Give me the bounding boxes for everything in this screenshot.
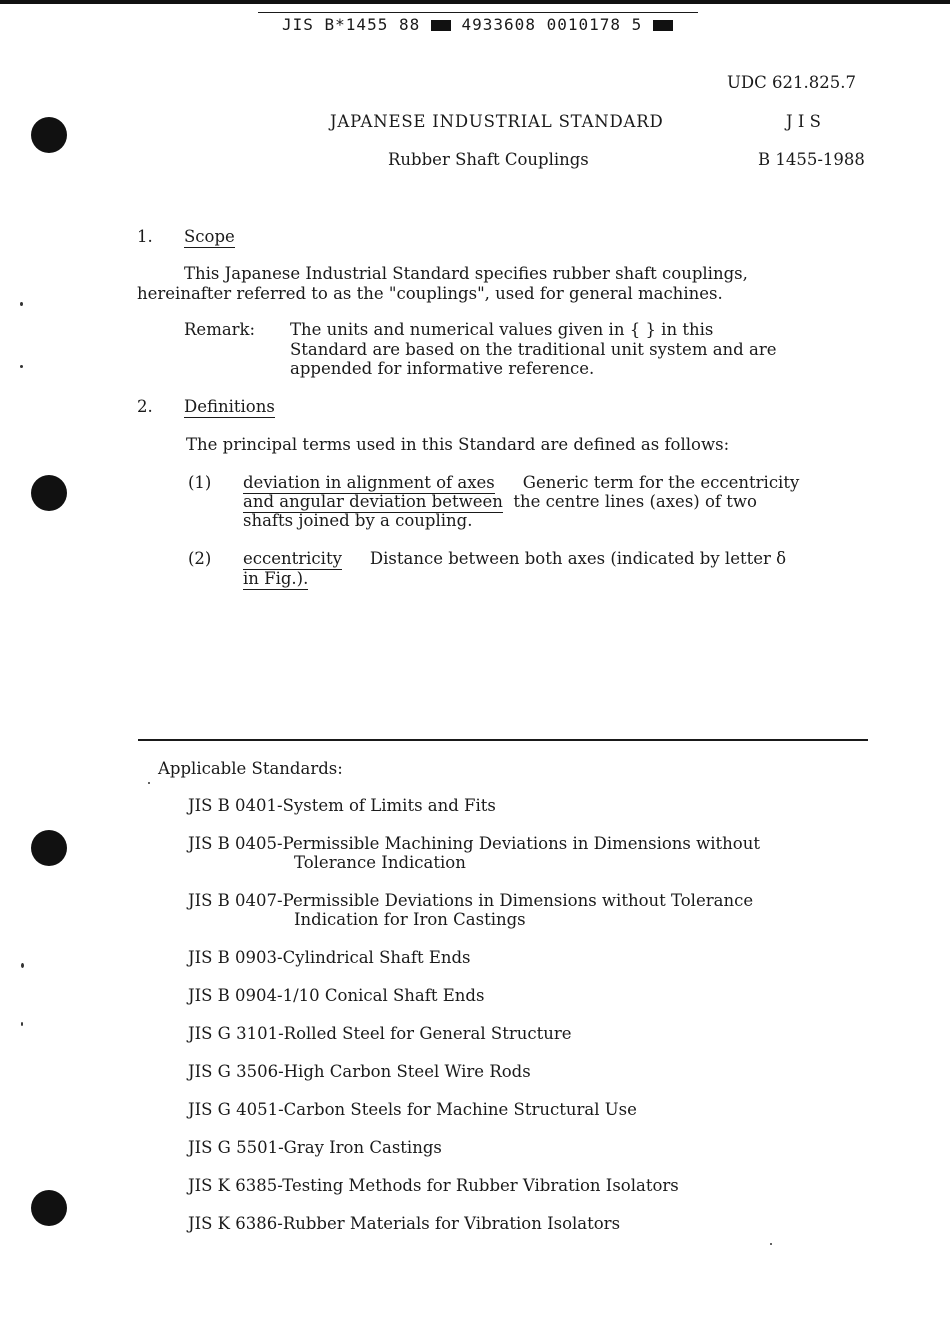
applicable-heading: Applicable Standards: bbox=[158, 759, 343, 778]
scope-line-2: hereinafter referred to as the "couplings", used for general machines. bbox=[137, 284, 723, 303]
applicable-item-5: JIS B 0904-1/10 Conical Shaft Ends bbox=[188, 986, 485, 1005]
scan-speck bbox=[21, 1022, 23, 1026]
definition-1-line-1 bbox=[243, 473, 799, 492]
footnote-divider bbox=[138, 739, 868, 741]
org-title: JAPANESE INDUSTRIAL STANDARD bbox=[330, 112, 664, 131]
definition-2-line-1 bbox=[243, 549, 786, 568]
remark-line-2: Standard are based on the traditional unit system and are bbox=[290, 339, 777, 359]
header-stamp-rule bbox=[258, 12, 698, 13]
scope-line-1: This Japanese Industrial Standard specifies rubber shaft couplings, bbox=[184, 264, 748, 283]
scan-speck bbox=[20, 365, 23, 368]
header-stamp-part2: 4933608 0010178 5 bbox=[461, 15, 643, 34]
scan-speck bbox=[21, 963, 24, 968]
applicable-item-6: JIS G 3101-Rolled Steel for General Structure bbox=[188, 1024, 572, 1043]
applicable-item-9: JIS G 5501-Gray Iron Castings bbox=[188, 1138, 442, 1157]
applicable-item-7: JIS G 3506-High Carbon Steel Wire Rods bbox=[188, 1062, 531, 1081]
remark-line-3: appended for informative reference. bbox=[290, 359, 595, 378]
applicable-item-3-cont: Indication for Iron Castings bbox=[294, 910, 526, 929]
header-stamp-part1: JIS B*1455 88 bbox=[282, 15, 421, 34]
definition-1-line-2 bbox=[243, 492, 757, 511]
definition-1-text-part2: the centre lines (axes) of two bbox=[513, 492, 757, 511]
applicable-item-2: JIS B 0405-Permissible Machining Deviations in Dimensions without bbox=[188, 834, 760, 853]
std-number: B 1455-1988 bbox=[758, 150, 865, 169]
definition-1-number: (1) bbox=[188, 473, 212, 492]
top-border-line bbox=[0, 0, 950, 4]
section-2-heading-text: Definitions bbox=[184, 397, 275, 416]
definition-2-text: Distance between both axes (indicated by letter δ bbox=[369, 549, 787, 568]
binder-hole-4 bbox=[31, 1190, 67, 1226]
applicable-item-10: JIS K 6385-Testing Methods for Rubber Vibration Isolators bbox=[188, 1176, 679, 1195]
section-1-heading-text: Scope bbox=[184, 227, 235, 246]
definition-2-number: (2) bbox=[188, 549, 212, 568]
applicable-item-8: JIS G 4051-Carbon Steels for Machine Structural Use bbox=[188, 1100, 637, 1119]
udc-number: UDC 621.825.7 bbox=[727, 73, 856, 92]
applicable-item-1: JIS B 0401-System of Limits and Fits bbox=[188, 796, 496, 815]
applicable-item-2-cont: Tolerance Indication bbox=[294, 853, 466, 872]
redaction-block-2 bbox=[653, 20, 673, 31]
remark-label: Remark: bbox=[184, 320, 256, 339]
scan-speck bbox=[148, 782, 150, 784]
applicable-item-3: JIS B 0407-Permissible Deviations in Dimensions without Tolerance bbox=[188, 891, 754, 910]
scan-speck bbox=[770, 1243, 772, 1245]
remark-text bbox=[290, 320, 776, 379]
scan-speck bbox=[20, 302, 23, 306]
section-1-number: 1. bbox=[137, 227, 153, 246]
doc-title: Rubber Shaft Couplings bbox=[388, 150, 589, 169]
definition-2-term-part2: in Fig.). bbox=[243, 569, 309, 588]
definition-2-line-2 bbox=[243, 569, 308, 588]
definition-1-term-part1: deviation in alignment of axes bbox=[243, 473, 495, 492]
section-2-number: 2. bbox=[137, 397, 153, 416]
binder-hole-1 bbox=[31, 117, 67, 153]
remark-line-1: The units and numerical values given in { } in this bbox=[290, 320, 714, 339]
definitions-intro: The principal terms used in this Standard are defined as follows: bbox=[186, 435, 730, 454]
definition-2-term-part1: eccentricity bbox=[243, 549, 342, 568]
section-1-heading bbox=[184, 227, 235, 246]
definition-1-term-part2: and angular deviation between bbox=[243, 492, 503, 511]
jis-mark: J I S bbox=[786, 112, 821, 131]
redaction-block-1 bbox=[431, 20, 451, 31]
binder-hole-3 bbox=[31, 830, 67, 866]
applicable-item-11: JIS K 6386-Rubber Materials for Vibration Isolators bbox=[188, 1214, 621, 1233]
definition-1-line-3: shafts joined by a coupling. bbox=[243, 511, 473, 530]
section-2-heading bbox=[184, 397, 275, 416]
definition-1-text-part1: Generic term for the eccentricity bbox=[522, 473, 800, 492]
binder-hole-2 bbox=[31, 475, 67, 511]
header-stamp bbox=[282, 15, 673, 34]
applicable-item-4: JIS B 0903-Cylindrical Shaft Ends bbox=[188, 948, 471, 967]
